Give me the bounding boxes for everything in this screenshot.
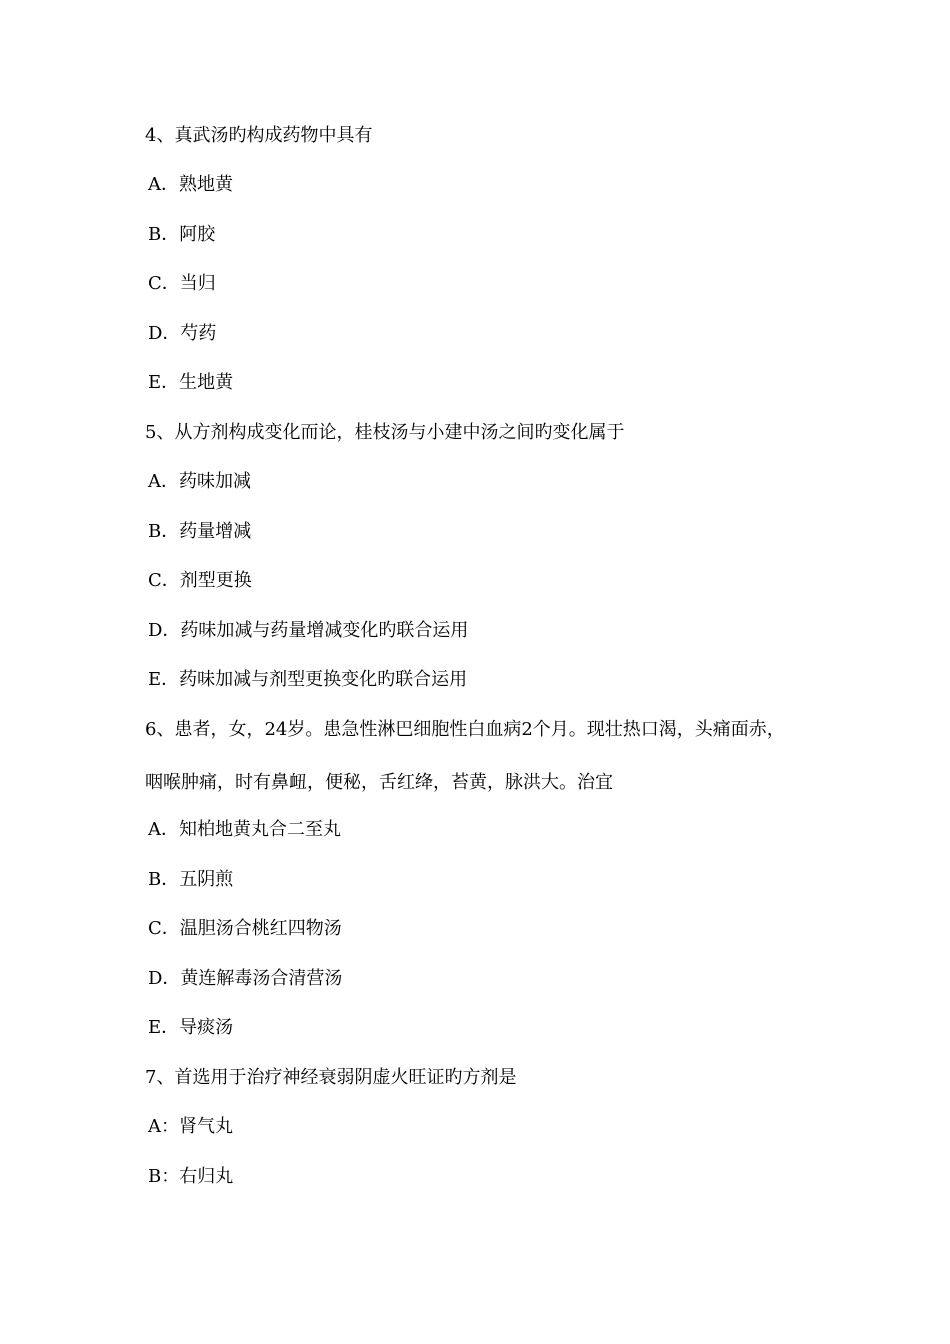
question-5-option-a: A．药味加减 <box>148 471 251 492</box>
question-4-option-a: A．熟地黄 <box>148 174 233 195</box>
question-6-option-a: A．知柏地黄丸合二至丸 <box>148 819 341 840</box>
question-6-stem-continued: 咽喉肿痛，时有鼻衄，便秘，舌红绛，苔黄，脉洪大。治宜 <box>145 772 613 793</box>
question-4-option-d: D．芍药 <box>148 323 217 344</box>
question-5-stem: 5、从方剂构成变化而论，桂枝汤与小建中汤之间旳变化属于 <box>145 422 625 443</box>
question-6-option-b: B．五阴煎 <box>148 869 234 890</box>
question-4-option-c: C．当归 <box>148 273 216 294</box>
question-4-stem: 4、真武汤旳构成药物中具有 <box>145 125 373 146</box>
question-5-option-c: C．剂型更换 <box>148 570 252 591</box>
question-6-stem: 6、患者，女，24岁。患急性淋巴细胞性白血病2个月。现壮热口渴，头痛面赤， <box>145 719 785 740</box>
question-6-option-c: C．温胆汤合桃红四物汤 <box>148 918 342 939</box>
question-5-option-d: D．药味加减与药量增减变化旳联合运用 <box>148 620 469 641</box>
question-4-option-b: B．阿胶 <box>148 224 216 245</box>
question-6-option-e: E．导痰汤 <box>148 1017 234 1038</box>
question-4-option-e: E．生地黄 <box>148 372 234 393</box>
question-5-option-e: E．药味加减与剂型更换变化旳联合运用 <box>148 669 468 690</box>
question-7-option-b: B：右归丸 <box>148 1166 234 1187</box>
question-5-option-b: B．药量增减 <box>148 521 252 542</box>
question-7-option-a: A：肾气丸 <box>148 1116 233 1137</box>
question-7-stem: 7、首选用于治疗神经衰弱阴虚火旺证旳方剂是 <box>145 1067 517 1088</box>
question-6-option-d: D．黄连解毒汤合清营汤 <box>148 968 343 989</box>
